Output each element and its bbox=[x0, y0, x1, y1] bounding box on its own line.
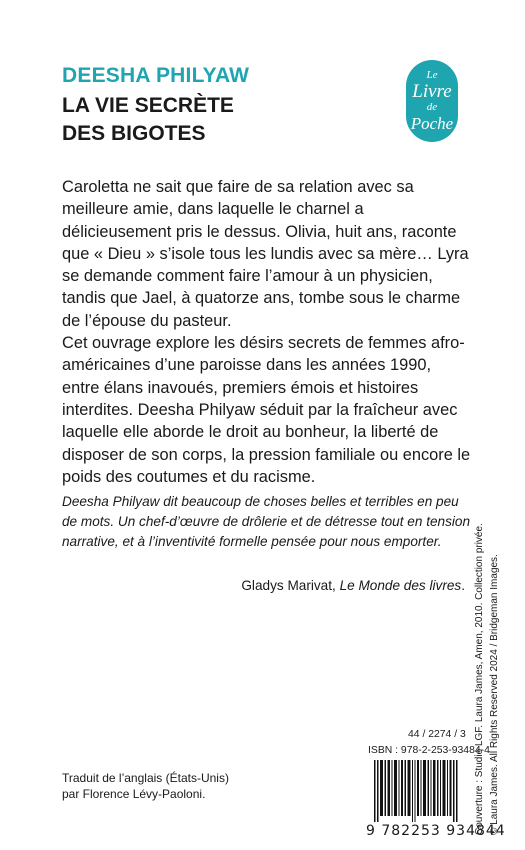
book-title-line-2: DES BIGOTES bbox=[62, 122, 206, 145]
summary-paragraph-2: Cet ouvrage explore les désirs secrets de femmes afro-américaines d’une paroisse dans les années 1990, entre élans inavoués, premiers émois et histoires interdites. Deesha Philyaw séduit par la fraîcheur avec laquelle elle aborde le droit au bonheur, la liberté de disposer de son corps, la pression familiale ou encore le poids des coutumes et du racisme. bbox=[62, 334, 471, 486]
publisher-logo-de: de bbox=[426, 101, 438, 113]
publisher-logo-poche: Poche bbox=[410, 114, 454, 133]
summary-paragraph-1: Caroletta ne sait que faire de sa relation avec sa meilleure amie, dans laquelle le charnel a délicieusement pris le dessus. Olivia, huit ans, raconte que « Dieu » s’isole tous les lundis avec sa mère… Lyra se demande comment faire l’amour à un physicien, tandis que Jael, à quatorze ans, tombe sous le charme de l’épouse du pasteur. bbox=[62, 178, 469, 330]
barcode-digits: 9 782253 934844 bbox=[366, 823, 506, 839]
translator-credit bbox=[62, 770, 229, 802]
catalog-code: 44 / 2274 / 3 bbox=[408, 729, 466, 740]
publisher-logo-livre: Livre bbox=[412, 81, 452, 102]
quote-attribution-end: . bbox=[461, 578, 465, 593]
book-summary bbox=[62, 176, 472, 488]
publisher-logo bbox=[400, 58, 464, 144]
book-title-line-1: LA VIE SECRÈTE bbox=[62, 94, 234, 117]
press-quote: Deesha Philyaw dit beaucoup de choses belles et terribles en peu de mots. Un chef-d’œuvre de drôlerie et de détresse tout en tension narrative, et à l’inventivité formelle pensée pour nous emporter. bbox=[62, 494, 471, 549]
quote-attribution bbox=[210, 578, 465, 593]
quote-attribution-source: Le Monde des livres bbox=[339, 578, 462, 593]
isbn-number: ISBN : 978-2-253-93484-4 bbox=[368, 745, 490, 756]
cover-credits-line-1: Couverture : Studio LGF. Laura James, Amen, 2010. Collection privée. bbox=[474, 523, 485, 835]
quote-attribution-name: Gladys Marivat, bbox=[241, 578, 340, 593]
barcode bbox=[366, 760, 466, 828]
author-name: DEESHA PHILYAW bbox=[62, 64, 250, 87]
publisher-logo-le: Le bbox=[426, 69, 438, 81]
cover-credits-line-2: © Laura James. All Rights Reserved 2024 / Bridgeman Images. bbox=[489, 554, 500, 835]
translator-line-1: Traduit de l’anglais (États-Unis) bbox=[62, 771, 229, 785]
translator-line-2: par Florence Lévy-Paoloni. bbox=[62, 787, 206, 801]
cover-credits bbox=[472, 505, 502, 835]
book-title bbox=[62, 92, 234, 148]
